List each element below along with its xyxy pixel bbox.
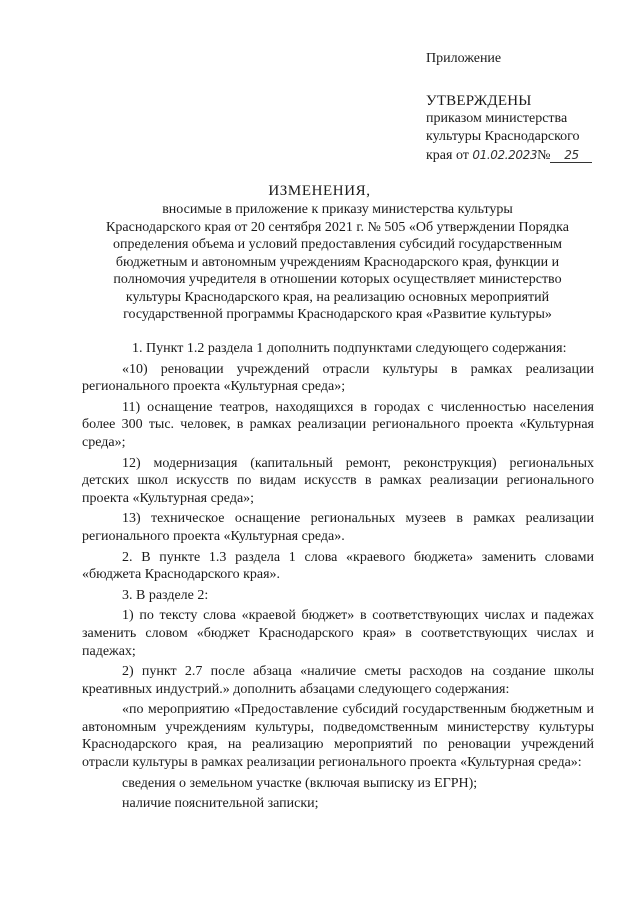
handwritten-date: 01.02.2023 [472,148,538,162]
subtitle-line: культуры Краснодарского края, на реализацию основных мероприятий [125,289,550,305]
paragraph: сведения о земельном участке (включая выписку из ЕГРН); [122,775,478,791]
paragraph: «10) реновации учреждений отрасли культуры в рамках реализации регионального проекта «Культурная среда»; [82,361,594,395]
paragraph: 12) модернизация (капитальный ремонт, реконструкция) региональных детских школ искусств по видам искусств в рамках реализации регионального проекта «Культурная среда»; [82,455,594,506]
order-date-line [426,146,626,165]
handwritten-number: 25 [550,148,592,163]
subtitle-line: вносимые в приложение к приказу министерства культуры [162,202,513,217]
order-line: приказом министерства [426,111,568,126]
paragraph: наличие пояснительной записки; [122,796,319,812]
paragraph: 1) по тексту слова «краевой бюджет» в соответствующих числах и падежах заменить словом «бюджет Краснодарского края» в соответствующих числах и падежах; [82,608,594,659]
approval-block [426,50,626,165]
document-title: ИЗМЕНЕНИЯ, [268,183,371,199]
paragraph: 13) техническое оснащение региональных музеев в рамках реализации регионального проекта «Культурная среда». [82,511,594,544]
subtitle-line: государственной программы Краснодарского края «Развитие культуры» [123,307,552,322]
paragraph: 11) оснащение театров, находящихся в городах с численностью населения более 300 тыс. человек, в рамках реализации регионального проекта «Культурная среда»; [82,399,594,450]
paragraph: 2. В пункте 1.3 раздела 1 слова «краевого бюджета» заменить словами «бюджета Краснодарского края». [82,549,594,583]
paragraph: 2) пункт 2.7 после абзаца «наличие сметы расходов на создание школы креативных индустрий.» дополнить абзацами следующего содержания: [82,664,594,697]
subtitle-line: полномочия учредителя в отношении которых осуществляет министерство [113,272,562,287]
order-line: культуры Краснодарского [426,129,580,144]
document-body [82,340,594,816]
paragraph: 1. Пункт 1.2 раздела 1 дополнить подпунктами следующего содержания: [132,341,567,356]
subtitle-line: определения объема и условий предоставления субсидий государственным [112,237,563,252]
order-prefix: края от [426,148,469,163]
number-sign: № [537,148,551,163]
paragraph: «по мероприятию «Предоставление субсидий государственным бюджетным и автономным учреждениям культуры, подведомственным министерству культуры Краснодарского края, на реализацию мероприятий по реновации учреждений отрасли культуры в рамках реализации регионального проекта «Культурная среда»: [82,702,594,771]
subtitle-line: бюджетным и автономным учреждениям Краснодарского края, функции и [115,254,560,270]
paragraph: 3. В разделе 2: [122,587,209,603]
document-subtitle [80,201,595,324]
subtitle-line: Краснодарского края от 20 сентября 2021 г. № 505 «Об утверждении Порядка [106,219,569,235]
approved-title: УТВЕРЖДЕНЫ [426,93,532,109]
appendix-label: Приложение [426,51,502,66]
